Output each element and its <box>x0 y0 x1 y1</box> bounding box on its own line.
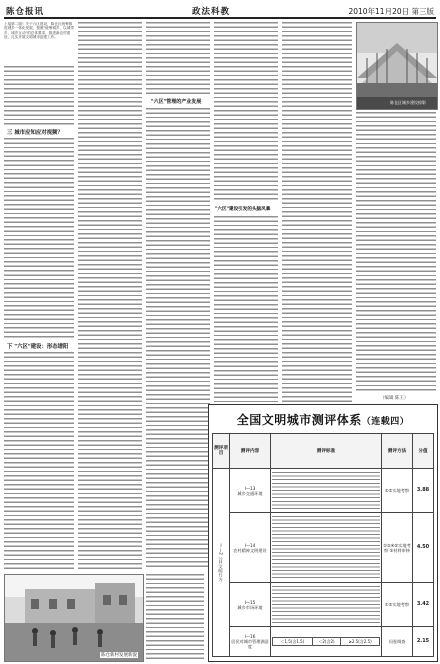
item-name: 农村精神文明建设 <box>233 547 267 553</box>
method-cell: ①②实地考察 <box>382 583 413 627</box>
table-title-main: 全国文明城市测评体系 <box>236 413 362 427</box>
method-cell: 问卷调查 <box>382 627 413 657</box>
score-cell: 4.50 <box>413 513 434 583</box>
section-label-cell: Ⅰ—2 公共文明行为 <box>213 469 230 657</box>
item-cell <box>230 513 271 583</box>
article-column-6 <box>356 112 436 392</box>
text-block <box>356 112 436 392</box>
article-column-bottom <box>146 574 204 660</box>
standard-cell <box>271 469 382 513</box>
item-code: Ⅰ—13 <box>244 485 256 491</box>
table-title <box>209 411 437 428</box>
table-row <box>213 513 434 583</box>
method-cell: ①②实地考察 <box>382 469 413 513</box>
score-cell: 2.15 <box>413 627 434 657</box>
header-cell: 测评项目 <box>213 434 230 469</box>
text-block <box>146 22 210 94</box>
threshold-cell: ＜1.5(含1.5) <box>273 638 313 646</box>
text-block <box>78 22 142 570</box>
article-column-4 <box>214 22 278 402</box>
text-block <box>282 22 352 402</box>
bottom-left-photo-caption: 陈仓新村发展新貌 <box>101 653 137 658</box>
text-block <box>4 138 74 338</box>
standard-cell <box>271 583 382 627</box>
article-column-5 <box>282 22 352 402</box>
table-row <box>213 627 434 657</box>
item-cell <box>230 583 271 627</box>
text-block <box>214 216 278 402</box>
section-heading: "六区"管理的产业发展 <box>151 99 202 105</box>
item-cell <box>230 627 271 657</box>
standard-cell <box>271 513 382 583</box>
table-header-row <box>213 434 434 469</box>
threshold-subtable <box>272 637 380 646</box>
publication-name: 陈仓报讯 <box>6 7 45 17</box>
section-heading: 下 "六区"建设：形态谱阳 <box>7 344 69 350</box>
method-cell: ①②④⑤实地考察 ③材料审核 <box>382 513 413 583</box>
section-name: 政法科教 <box>192 7 231 17</box>
table-row <box>213 469 434 513</box>
item-code: Ⅰ—15 <box>244 599 256 605</box>
text-block <box>146 574 204 660</box>
bottom-left-photo <box>4 574 144 662</box>
masthead-rule <box>4 17 436 19</box>
table-title-sub: （连载四） <box>361 417 410 427</box>
item-name: 城乡市场环境 <box>237 604 263 610</box>
masthead <box>4 3 436 17</box>
lead-paragraph: 上接第二版）关于六区建设，陈仓区统筹推进城乡一体化发展，按照"统筹城乡、以城带乡、城乡互动"的总体要求，推进新农村建设，扎实开展文明城市创建工作。 <box>4 22 74 40</box>
top-right-photo <box>356 22 438 110</box>
item-code: Ⅰ—14 <box>244 542 256 548</box>
header-cell: 分值 <box>413 434 434 469</box>
header-cell: 测评标准 <box>271 434 382 469</box>
header-cell: 测评内容 <box>230 434 271 469</box>
item-name: 城乡交通环境 <box>237 490 263 496</box>
issue-date: 2010年11月20日 第三版 <box>348 7 434 16</box>
score-cell: 3.88 <box>413 469 434 513</box>
score-cell: 3.42 <box>413 583 434 627</box>
section-heading: "六区"建设引发的头脑风暴 <box>215 207 271 212</box>
threshold-cell: ≥2.5(含2.5) <box>341 638 380 646</box>
standard-cell <box>271 627 382 657</box>
item-cell <box>230 469 271 513</box>
article-column-1 <box>4 22 74 570</box>
evaluation-table <box>212 433 434 657</box>
article-column-2 <box>78 22 142 570</box>
item-code: Ⅰ—16 <box>244 634 256 639</box>
top-right-photo-caption: 陈仓区城乡建设掠影 <box>390 100 426 105</box>
header-cell: 测评方法 <box>382 434 413 469</box>
table-row <box>213 583 434 627</box>
section-heading: 三 城市应知应对视频？ <box>7 130 63 136</box>
threshold-cell: ＜2(含2) <box>312 638 340 646</box>
text-block <box>214 22 278 202</box>
editor-note: （编辑 陈王） <box>380 396 409 401</box>
evaluation-table-box <box>208 404 438 662</box>
item-name: 居民对城市管理满意度 <box>231 639 269 649</box>
text-block <box>4 66 74 126</box>
article-column-3 <box>146 22 210 570</box>
text-block <box>146 108 210 570</box>
text-block <box>4 352 74 570</box>
